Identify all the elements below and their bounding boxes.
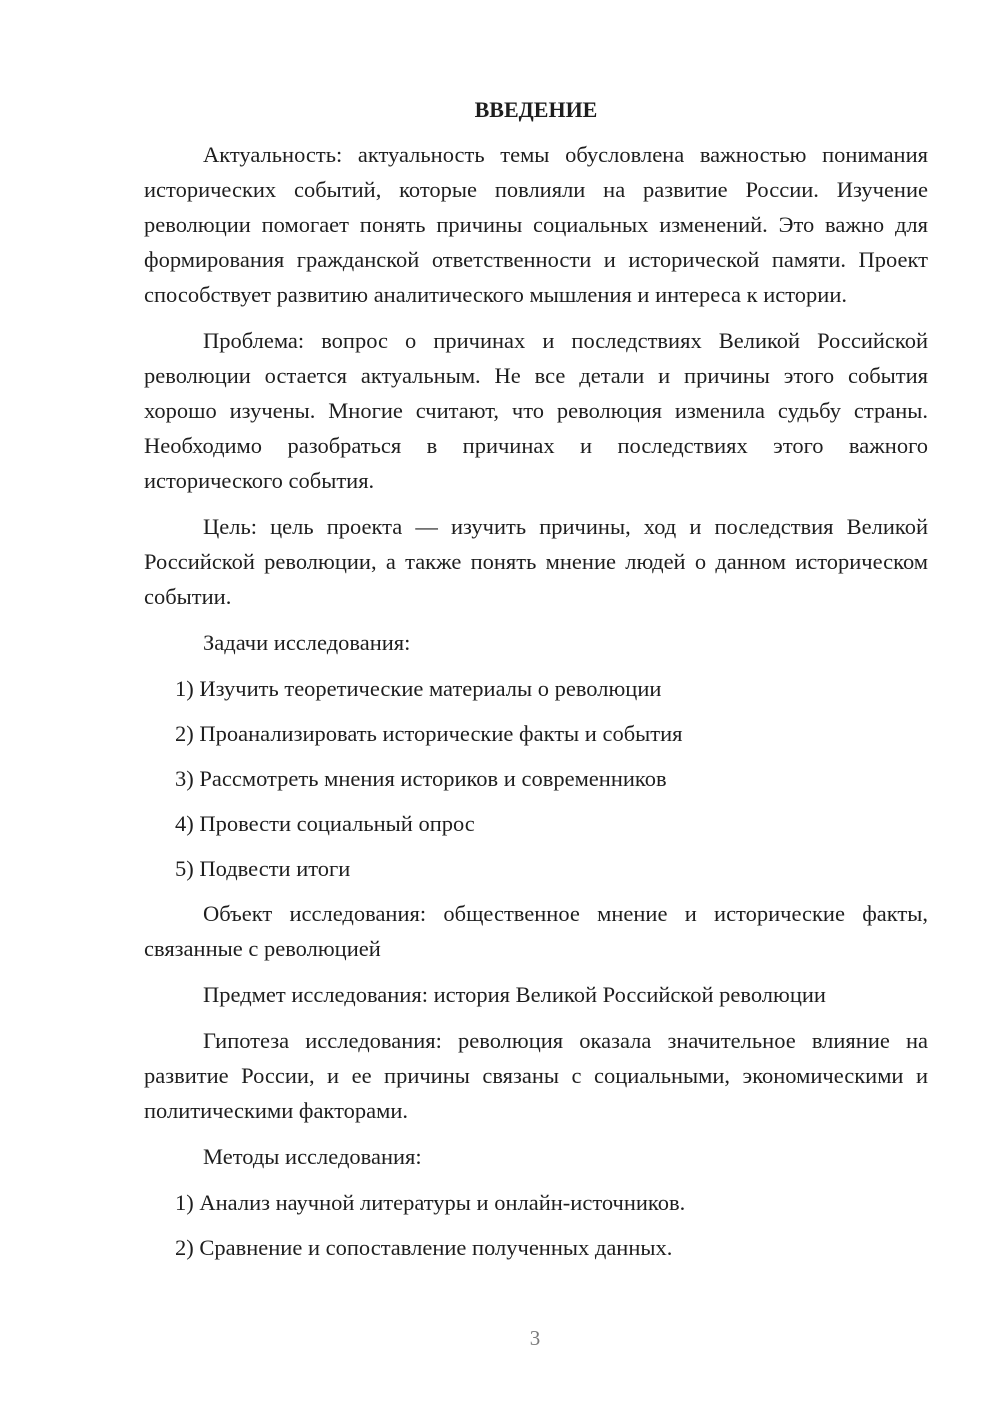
list-item: 5) Подвести итоги [175, 856, 351, 881]
relevance-paragraph: Актуальность: актуальность темы обусловлена важностью понимания исторических событий, которые повлияли на развитие России. Изучение революции помогает понять причины социальных изменений. Это важно для формирования гражданской ответственности и исторической памяти. Проект способствует развитию аналитического мышления и интереса к истории. [144, 142, 928, 307]
page-content [144, 92, 928, 1275]
list-item: 3) Рассмотреть мнения историков и современников [175, 766, 667, 791]
page-number: 3 [529, 1326, 541, 1350]
subject-paragraph: Предмет исследования: история Великой Российской революции [203, 982, 826, 1007]
tasks-list [144, 671, 928, 886]
object-paragraph: Объект исследования: общественное мнение и исторические факты, связанные с революцией [144, 901, 928, 961]
list-item: 1) Анализ научной литературы и онлайн-источников. [175, 1190, 686, 1215]
section-title: ВВЕДЕНИЕ [474, 97, 598, 122]
tasks-heading: Задачи исследования: [203, 630, 411, 655]
list-item: 2) Проанализировать исторические факты и события [175, 721, 683, 746]
problem-paragraph: Проблема: вопрос о причинах и последствиях Великой Российской революции остается актуальным. Не все детали и причины этого события хорошо изучены. Многие считают, что революция изменила судьбу страны. Необходимо разобраться в причинах и последствиях этого важного исторического события. [144, 328, 928, 493]
methods-heading: Методы исследования: [203, 1144, 422, 1169]
goal-paragraph: Цель: цель проекта — изучить причины, ход и последствия Великой Российской революции, а также понять мнение людей о данном историческом событии. [144, 514, 928, 609]
list-item: 2) Сравнение и сопоставление полученных данных. [175, 1235, 673, 1260]
methods-list [144, 1185, 928, 1265]
list-item: 1) Изучить теоретические материалы о революции [175, 676, 662, 701]
list-item: 4) Провести социальный опрос [175, 811, 475, 836]
hypothesis-paragraph: Гипотеза исследования: революция оказала значительное влияние на развитие России, и ее причины связаны с социальными, экономическими и политическими факторами. [144, 1028, 928, 1123]
